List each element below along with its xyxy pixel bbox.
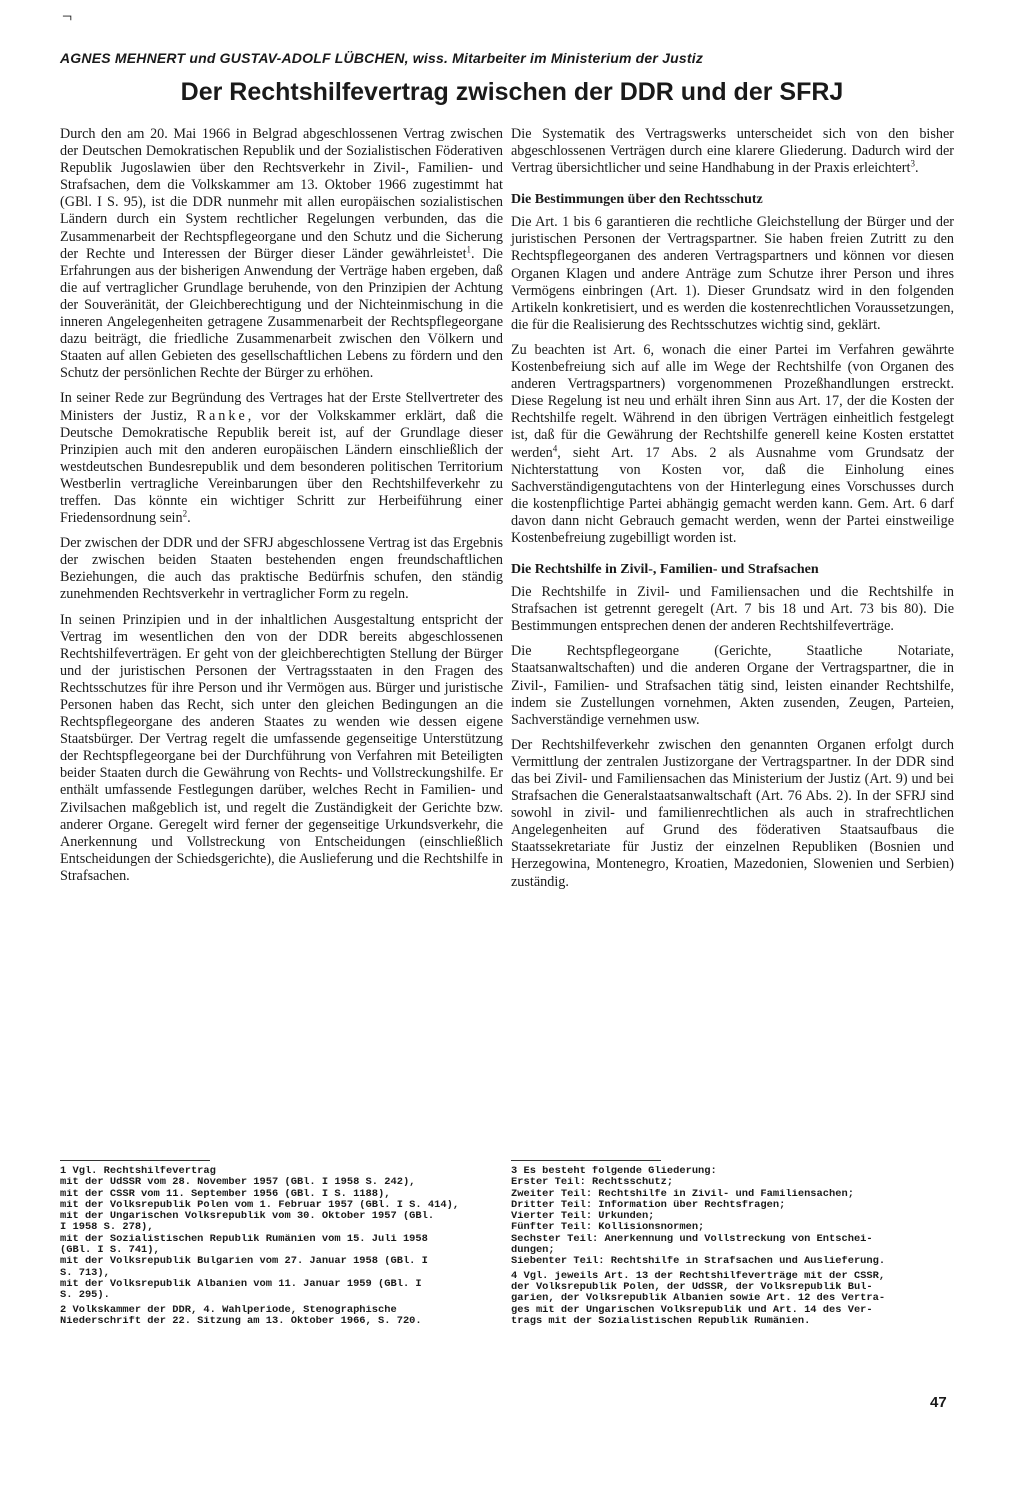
footnote-line: mit der ČSSR vom 11. September 1956 (GBl. I S. 1188), [60, 1188, 391, 1200]
paragraph-text: Zu beachten ist Art. 6, wonach die einer Partei im Verfahren gewährte Kostenbefreiung sich auf alle im Wege der Rechtshilfe (von Organen des anderen Vertragspartners) vorgenommenen Prozeßhandlungen erstreckt. Diese Regelung ist neu und erhält ihren Sinn aus Art. 17, der die Kosten der Rechtshilfe regelt. Während in den übrigen Verträgen einheitlich festgelegt ist, daß für die Gewährung der Rechtshilfe generell keine Kosten erstattet werden [511, 341, 954, 461]
footnote-ref: 3 [910, 158, 915, 169]
person-name: Ranke [196, 407, 248, 424]
page-number: 47 [930, 1394, 947, 1411]
footnote-line: ges mit der Ungarischen Volksrepublik und Art. 14 des Ver- [511, 1304, 873, 1316]
footnote-ref: 1 [466, 243, 472, 254]
left-column [60, 126, 503, 893]
footnote-line: 1 Vgl. Rechtshilfevertrag [60, 1166, 216, 1177]
footnote-line: Sechster Teil: Anerkennung und Vollstreckung von Entschei- [511, 1233, 873, 1245]
paragraph-text: In seiner Rede zur Begründung des Vertrages hat der Erste Stellvertreter des Ministers der Justiz, [60, 390, 503, 424]
footnote-ref: 4 [552, 442, 558, 453]
section-heading: Die Bestimmungen über den Rechtsschutz [511, 192, 763, 208]
paragraph [60, 126, 503, 382]
footnote-line: (GBl. I S. 741), [60, 1245, 160, 1257]
footnote-line: I 1958 S. 278), [60, 1222, 154, 1234]
corner-mark: ¬ [62, 6, 73, 26]
footnote-line: garien, der Volksrepublik Albanien sowie Art. 12 des Vertra- [511, 1293, 886, 1305]
footnote-line: 2 Volkskammer der DDR, 4. Wahlperiode, Stenographische [60, 1304, 397, 1316]
footnote-line: Niederschrift der 22. Sitzung am 13. Oktober 1966, S. 720. [60, 1315, 422, 1327]
paragraph: Der zwischen der DDR und der SFRJ abgeschlossene Vertrag ist das Ergebnis der zwischen beiden Staaten bestehenden engen freundschaftlichen Beziehungen, die auch das praktische Bedürfnis schufen, den ständig zunehmenden Rechtsverkehr in vertraglicher Form zu regeln. [60, 535, 503, 603]
footnote-line: 4 Vgl. jeweils Art. 13 der Rechtshilfeverträge mit der ČSSR, [511, 1270, 886, 1282]
paragraph: Die Rechtspflegeorgane (Gerichte, Staatliche Notariate, Staatsanwaltschaften) und die anderen Organe der Vertragspartner, die in Zivil-, Familien- und Strafsachen tätig sind, leisten einander Rechtshilfe, indem sie Zustellungen vornehmen, Akten zusenden, Zeugen, Parteien, Sachverständige vernehmen usw. [511, 643, 954, 728]
footnote-line: mit der Volksrepublik Albanien vom 11. Januar 1959 (GBl. I [60, 1278, 422, 1290]
paragraph [60, 390, 503, 527]
footnote-3 [511, 1166, 954, 1268]
paragraph: Die Art. 1 bis 6 garantieren die rechtliche Gleichstellung der Bürger und der juristischen Personen der Vertragspartner. Sie haben freien Zutritt zu den Rechtspflegeorganen des anderen Vertragspartners und können vor diesen Organen Klagen und andere Anträge zum Schutze ihrer Person und ihres Vermögens einbringen (Art. 1). Dieser Grundsatz wird in den folgenden Artikeln konkretisiert, und es werden die kostenrechtlichen Voraussetzungen, die für die Realisierung des Rechtsschutzes wichtig sind, geklärt. [511, 214, 954, 333]
footnote-line: der Volksrepublik Polen, der UdSSR, der Volksrepublik Bul- [511, 1281, 873, 1293]
footnote-ref: 2 [182, 508, 188, 519]
footnote-line: mit der UdSSR vom 28. November 1957 (GBl. I 1958 S. 242), [60, 1177, 416, 1189]
right-column [511, 126, 954, 899]
footnote-line: Dritter Teil: Information über Rechtsfragen; [511, 1199, 786, 1211]
footnote-line: 3 Es besteht folgende Gliederung: [511, 1166, 717, 1177]
footnote-line: Zweiter Teil: Rechtshilfe in Zivil- und Familiensachen; [511, 1188, 854, 1200]
paragraph-text: Die Systematik des Vertragswerks unterscheidet sich von den bisher abgeschlossenen Verträgen durch eine klarere Gliederung. Dadurch wird der Vertrag übersichtlicher und seine Handhabung in der Praxis erleichtert [511, 126, 954, 177]
footnotes-right [511, 1166, 954, 1330]
paragraph-text: , vor der Volkskammer erklärt, daß die Deutsche Demokratische Republik bereit ist, auf der Grundlage dieser Prinzipien auch mit den anderen europäischen Ländern einschließlich der westdeutschen Bundesrepublik und dem besonderen politischen Territorium Westberlin vertragliche Vereinbarungen über den Rechtshilfeverkehr zu treffen. Das könnte ein wichtiger Schritt zur Herbeiführung einer Friedensordnung sein [60, 407, 503, 527]
paragraph: In seinen Prinzipien und in der inhaltlichen Ausgestaltung entspricht der Vertrag im wesentlichen den von der DDR bereits abgeschlossenen Rechtshilfeverträgen. Er geht von der gleichberechtigten Stellung der Bürger und der juristischen Personen der Vertragsstaaten in den Fragen des Rechtsschutzes für ihre Person und ihr Vermögen aus. Bürger und juristische Personen haben das Recht, sich unter den gleichen Bedingungen an die Rechtspflegeorgane des anderen Staates zu wenden wie dessen eigene Staatsbürger. Der Vertrag regelt die umfassende gegenseitige Unterstützung der Rechtspflegeorgane bei der Durchführung von Verfahren mit Beteiligten beider Staaten durch die Gewährung von Rechts- und Vollstreckungshilfe. Er enthält umfassende Festlegungen darüber, welches Recht in Familien- und Zivilsachen maßgeblich ist, und regelt die Zuständigkeit der Gerichte bzw. anderer Organe. Geregelt wird ferner der gegenseitige Urkundsverkehr, die Anerkennung und Vollstreckung von Entscheidungen (einschließlich Entscheidungen der Schiedsgerichte), die Auslieferung und die Rechtshilfe in Strafsachen. [60, 611, 503, 884]
footnote-line: mit der Volksrepublik Polen vom 1. Februar 1957 (GBl. I S. 414), [60, 1199, 460, 1211]
footnote-line: trags mit der Sozialistischen Republik Rumänien. [511, 1315, 811, 1327]
paragraph-text: , sieht Art. 17 Abs. 2 als Ausnahme vom Grundsatz der Nichterstattung von Kosten vor, daß die Einholung eines Sachverständigengutachtens von der Hinterlegung eines Vorschusses durch die kostenpflichtige Partei abhängig gemacht werden kann. Gem. Art. 6 darf davon dann nicht Gebrauch gemacht werden, wenn der Partei einstweilige Kostenbefreiung zugebilligt worden ist. [511, 444, 954, 546]
paragraph-text: . Die Erfahrungen aus der bisherigen Anwendung der Verträge haben ergeben, daß die auf vertraglicher Grundlage beruhende, von den Prinzipien der Achtung der Souveränität, der Gleichberechtigung und der Nichteinmischung in die inneren Angelegenheiten getragene Zusammenarbeit der Rechtspflegeorgane dazu beiträgt, die friedliche Zusammenarbeit zwischen den Völkern und Staaten auf allen Gebieten des gesellschaftlichen Lebens zu fördern und den Schutz der persönlichen Rechte der Bürger zu erhöhen. [60, 245, 503, 382]
footnote-line: S. 295). [60, 1290, 110, 1302]
footnote-line: S. 713), [60, 1267, 110, 1279]
footnote-4 [511, 1271, 954, 1327]
footnote-line: dungen; [511, 1245, 555, 1257]
footnote-line: mit der Ungarischen Volksrepublik vom 30. Oktober 1957 (GBl. [60, 1211, 435, 1223]
footnote-divider [60, 1160, 210, 1161]
paragraph [511, 342, 954, 547]
footnote-line: mit der Volksrepublik Bulgarien vom 27. Januar 1958 (GBl. I [60, 1256, 428, 1268]
paragraph-text: . [914, 160, 919, 177]
footnote-line: Fünfter Teil: Kollisionsnormen; [511, 1222, 705, 1234]
paragraph-text: . [187, 510, 191, 527]
footnote-line: mit der Sozialistischen Republik Rumänien vom 15. Juli 1958 [60, 1233, 428, 1245]
footnote-line: Siebenter Teil: Rechtshilfe in Strafsachen und Auslieferung. [511, 1256, 886, 1268]
footnotes-left [60, 1166, 503, 1330]
paragraph: Der Rechtshilfeverkehr zwischen den genannten Organen erfolgt durch Vermittlung der zentralen Justizorgane der Vertragspartner. In der DDR sind das bei Zivil- und Familiensachen das Ministerium der Justiz (Art. 9) und bei Strafsachen die Generalstaatsanwaltschaft (Art. 76 Abs. 2). In der SFRJ sind sowohl in zivil- und familienrechtlichen als auch in strafrechtlichen Angelegenheiten auf Grund des föderativen Staatsaufbaus die Staatssekretariate für Justiz der einzelnen Republiken (Bosnien und Herzegowina, Montenegro, Kroatien, Mazedonien, Slowenien und Serbien) zuständig. [511, 736, 954, 890]
footnote-1 [60, 1166, 503, 1302]
footnote-line: Erster Teil: Rechtsschutz; [511, 1177, 674, 1189]
footnote-2 [60, 1305, 503, 1328]
paragraph [511, 126, 954, 177]
footnote-line: Vierter Teil: Urkunden; [511, 1211, 655, 1223]
section-heading: Die Rechtshilfe in Zivil-, Familien- und Strafsachen [511, 562, 819, 578]
article-title: Der Rechtshilfevertrag zwischen der DDR und der SFRJ [180, 78, 844, 106]
author-line: AGNES MEHNERT und GUSTAV-ADOLF LÜBCHEN, wiss. Mitarbeiter im Ministerium der Justiz [60, 50, 704, 66]
paragraph: Die Rechtshilfe in Zivil- und Familiensachen und die Rechtshilfe in Strafsachen ist getrennt geregelt (Art. 7 bis 18 und Art. 73 bis 80). Die Bestimmungen entsprechen denen der anderen Rechtshilfeverträge. [511, 584, 954, 635]
paragraph-text: Durch den am 20. Mai 1966 in Belgrad abgeschlossenen Vertrag zwischen der Deutschen Demokratischen Republik und der Sozialistischen Föderativen Republik Jugoslawien über den Rechtsverkehr in Zivil-, Familien- und Strafsachen, dem die Volkskammer am 13. Oktober 1966 zugestimmt hat (GBl. I S. 95), ist die DDR nunmehr mit allen europäischen sozialistischen Ländern durch ein System rechtlicher Regelungen verbunden, das die Zusammenarbeit der Rechtspflegeorgane und den Schutz und die Sicherung der Rechte und Interessen der Bürger dieser Länder gewährleistet [60, 126, 503, 262]
footnote-divider [511, 1160, 661, 1161]
